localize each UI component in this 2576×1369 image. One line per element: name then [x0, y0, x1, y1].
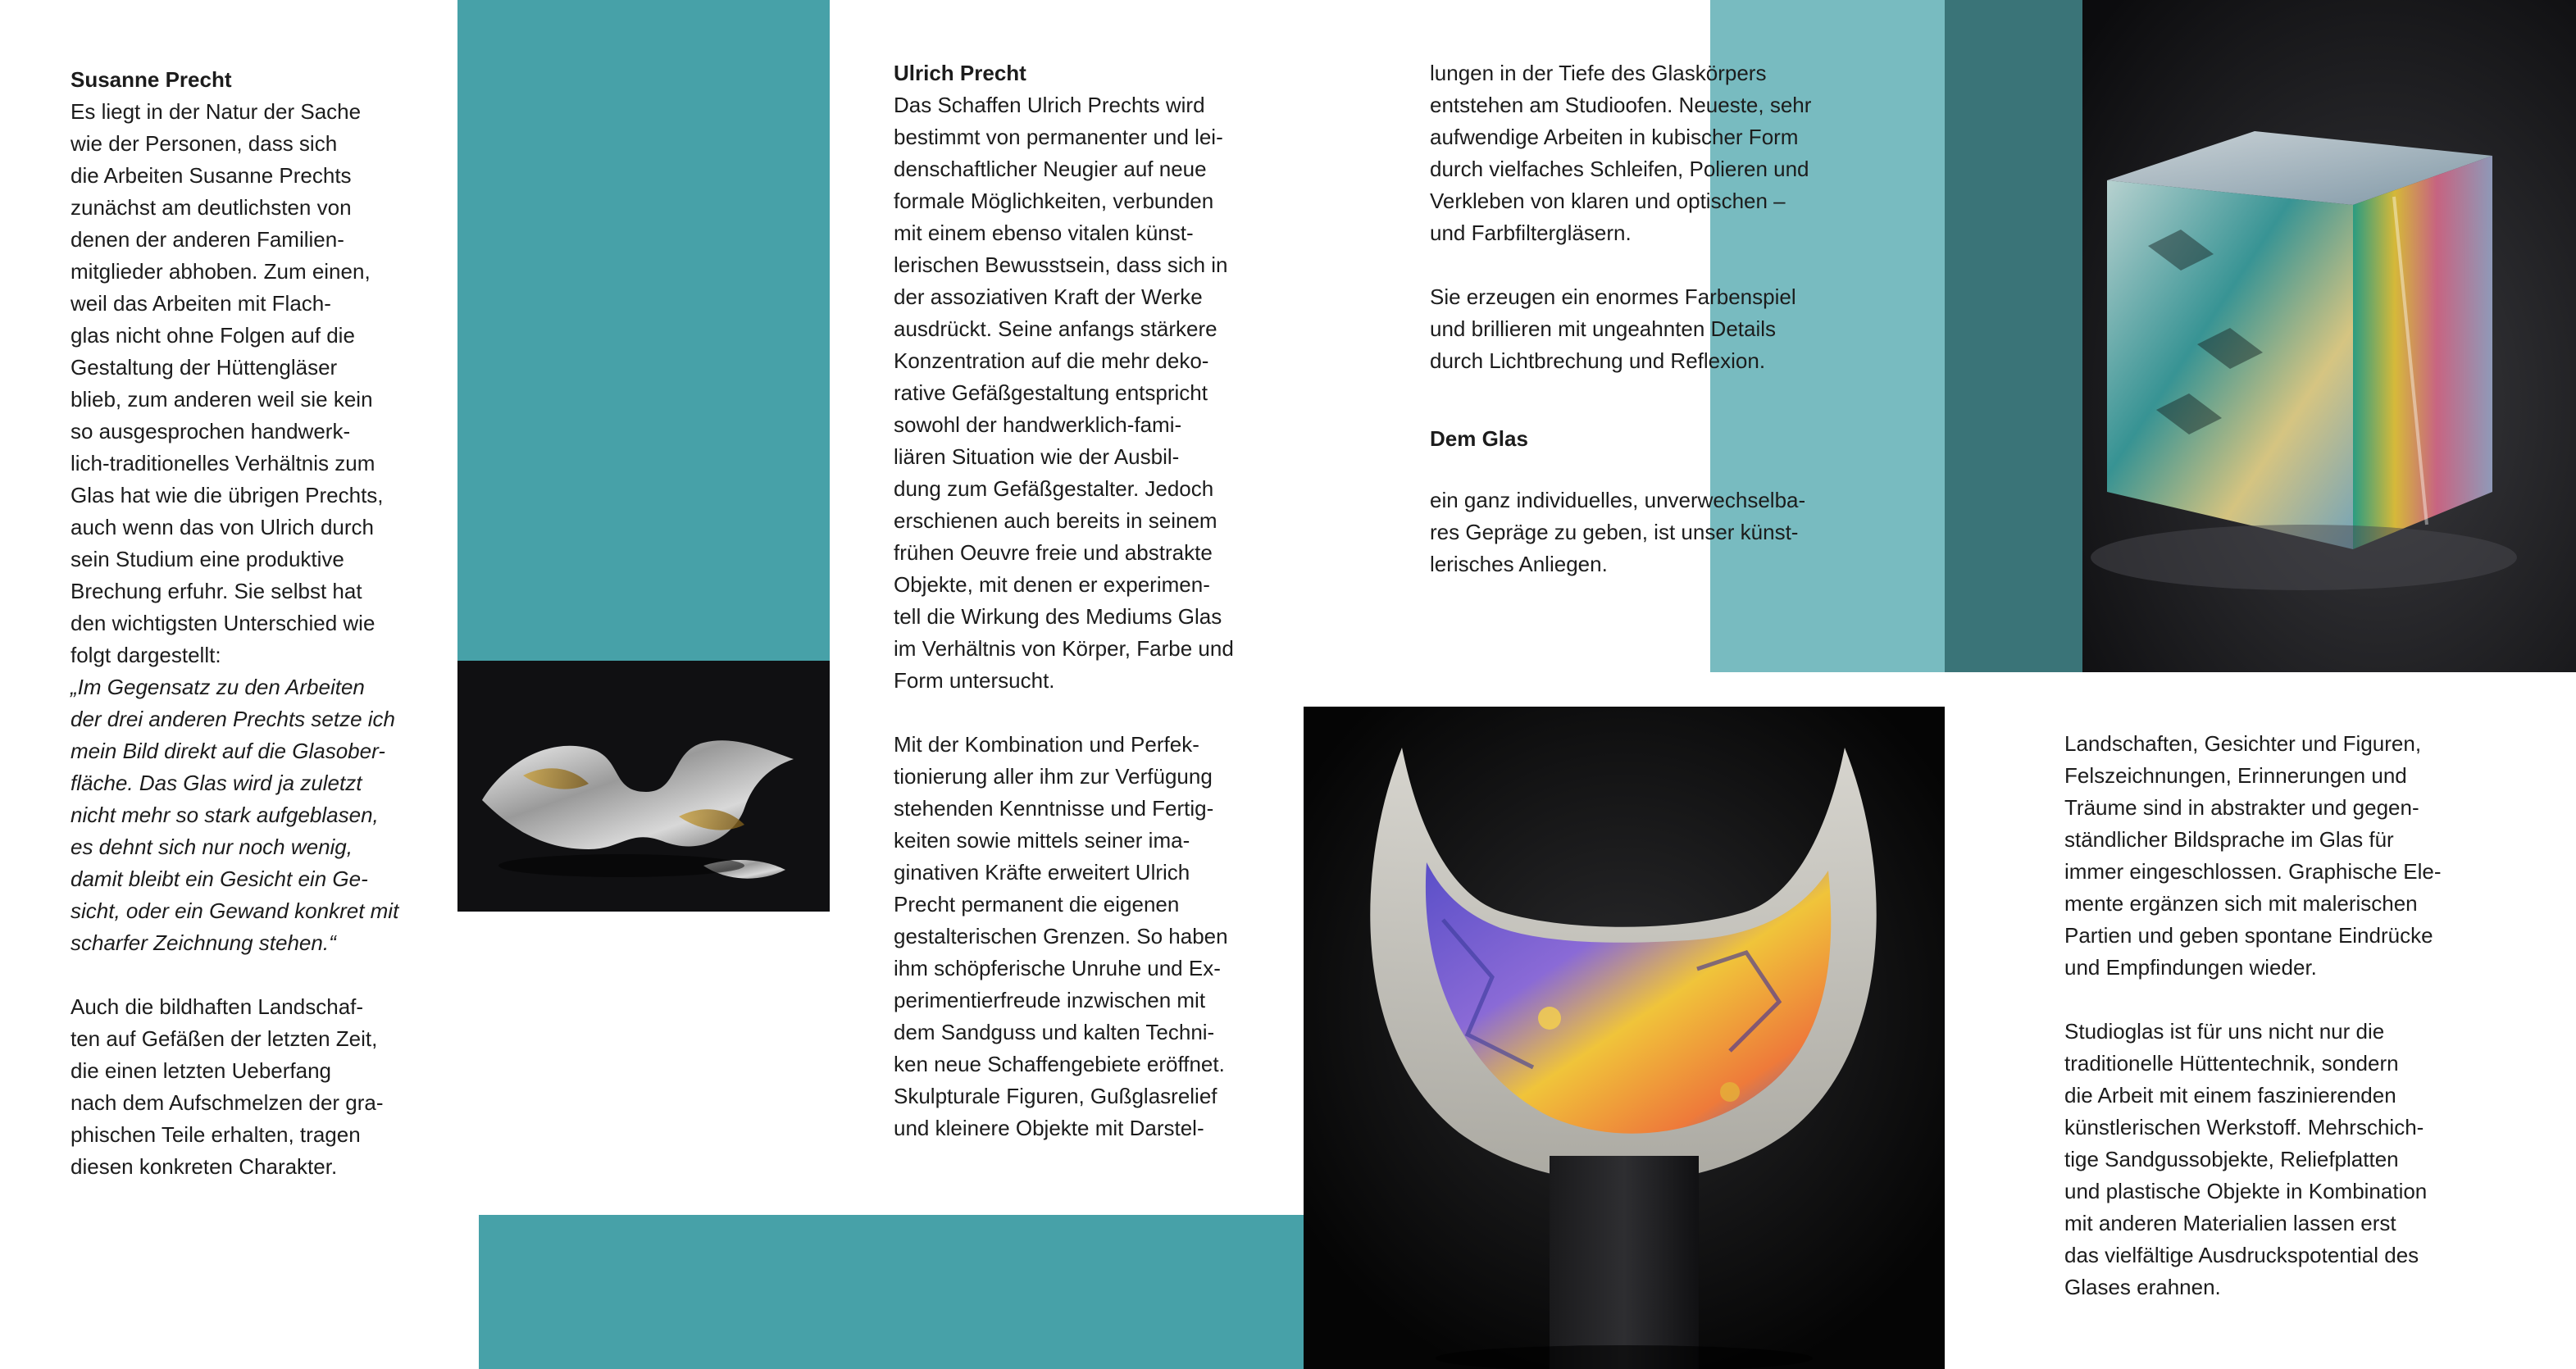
photo-crescent-sculpture	[1304, 707, 1945, 1369]
paragraph-studioglass: Studioglas ist für uns nicht nur die traditionelle Hüttentechnik, sondern die Arbeit mit einem faszinierenden künstlerischen Werkstoff. Mehrschich- tige Sandgussobjekte, Reliefplatten und plastische Objekte in Kombination mit anderen Materialien lassen erst das vielfältige Ausdruckspotential des Glases erahnen.	[2064, 1019, 2428, 1299]
paragraph-ulrich-techniques: Mit der Kombination und Perfek- tionierung aller ihm zur Verfügung stehenden Kenntnisse und Fertig- keiten sowie mittels seiner ima- ginativen Kräfte erweitert Ulrich Precht permanent die eigenen gestalterischen Grenzen. So haben ihm schöpferische Unruhe und Ex- perimentierfreude inzwischen mit dem Sandguss und kalten Techni- ken neue Schaffengebiete eröffnet. Skulpturale Figuren, Gußglasrelief und kleinere Objekte mit Darstel-	[894, 732, 1228, 1140]
paragraph-susanne-intro: Es liegt in der Natur der Sache wie der Personen, dass sich die Arbeiten Susanne Prechts zunächst am deutlichsten von denen der anderen Familien- mitglieder abhoben. Zum einen, weil das Arbeiten mit Flach- glas nicht ohne Folgen auf die Gestaltung der Hüttengläser blieb, zum anderen weil sie kein so ausgesprochen handwerk- lich-traditionelles Verhältnis zum Glas hat wie die übrigen Prechts, auch wenn das von Ulrich durch sein Studium eine produktive Brechung erfuhr. Sie selbst hat den wichtigsten Unterschied wie folgt dargestellt:	[71, 99, 384, 667]
paragraph-glass-cubic: lungen in der Tiefe des Glaskörpers entstehen am Studioofen. Neueste, sehr aufwendige Arbeiten in kubischer Form durch vielfaches Schleifen, Polieren und Verkleben von klaren und optischen – und Farbfiltergläsern.	[1430, 61, 1812, 245]
teal-block-right-dark	[1945, 0, 2082, 672]
photo-silver-glass-object	[457, 661, 830, 912]
teal-block-top-left	[457, 0, 830, 661]
paragraph-landscapes: Landschaften, Gesichter und Figuren, Felszeichnungen, Erinnerungen und Träume sind in abstrakter und gegen- ständlicher Bildsprache im Glas für immer eingeschlossen. Graphische Ele- mente ergänzen sich mit malerischen Partien und geben spontane Eindrücke und Empfindungen wieder.	[2064, 731, 2442, 980]
column-ulrich-precht	[894, 57, 1279, 1144]
photo-glass-cube	[2082, 0, 2576, 672]
paragraph-artistic-concern: ein ganz individuelles, unverwechselba- res Gepräge zu geben, ist unser künst- lerisches Anliegen.	[1430, 488, 1806, 576]
teal-block-bottom	[479, 1215, 1304, 1369]
quote-susanne: „Im Gegensatz zu den Arbeiten der drei anderen Prechts setze ich mein Bild direkt auf die Glasober- fläche. Das Glas wird ja zuletzt nicht mehr so stark aufgeblasen, es dehnt sich nur noch wenig, damit bleibt ein Gesicht ein Ge- sicht, oder ein Gewand konkret mit scharfer Zeichnung stehen.“	[71, 675, 399, 955]
paragraph-color-play: Sie erzeugen ein enormes Farbenspiel und brillieren mit ungeahnten Details durch Lichtbrechung und Reflexion.	[1430, 284, 1796, 373]
artist-name-ulrich: Ulrich Precht	[894, 61, 1026, 85]
paragraph-susanne-landscapes: Auch die bildhaften Landschaf- ten auf Gefäßen der letzten Zeit, die einen letzten Ueberfang nach dem Aufschmelzen der gra- phischen Teile erhalten, tragen diesen konkreten Charakter.	[71, 994, 384, 1179]
column-landscapes-studioglass	[2064, 728, 2491, 1303]
artist-name-susanne: Susanne Precht	[71, 67, 232, 92]
column-susanne-precht	[71, 64, 431, 1183]
paragraph-ulrich-intro: Das Schaffen Ulrich Prechts wird bestimmt von permanenter und lei- denschaftlicher Neugier auf neue formale Möglichkeiten, verbunden mit einem ebenso vitalen künst- lerischen Bewusstsein, dass sich in der assoziativen Kraft der Werke ausdrückt. Seine anfangs stärkere Konzentration auf die mehr deko- rative Gefäßgestaltung entspricht sowohl der handwerklich-fami- liären Situation wie der Ausbil- dung zum Gefäßgestalter. Jedoch erschienen auch bereits in seinem frühen Oeuvre freie und abstrakte Objekte, mit denen er experimen- tell die Wirkung des Mediums Glas im Verhältnis von Körper, Farbe und Form untersucht.	[894, 93, 1234, 693]
column-glass-works	[1430, 57, 1840, 580]
heading-dem-glas: Dem Glas	[1430, 426, 1528, 451]
